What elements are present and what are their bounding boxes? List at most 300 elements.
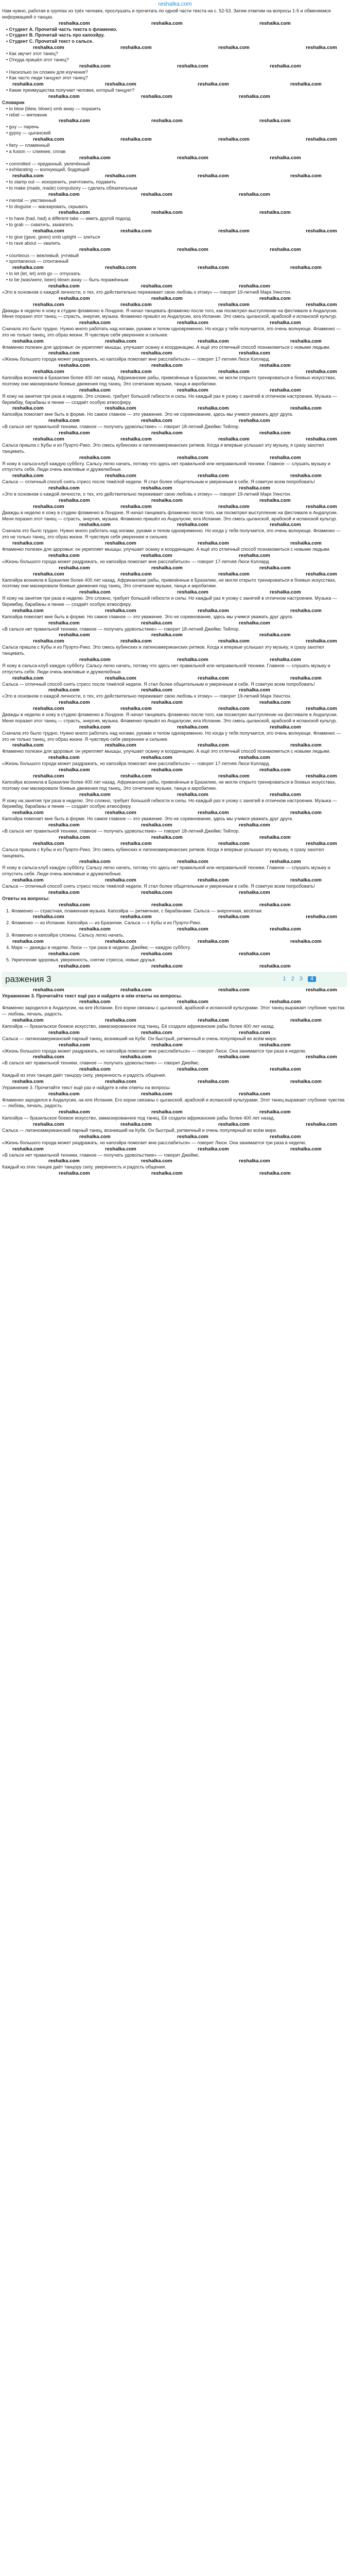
- watermark-text: reshalka.com: [198, 877, 229, 883]
- watermark-text: reshalka.com: [151, 20, 183, 26]
- watermark-text: reshalka.com: [141, 350, 172, 357]
- watermark-text: reshalka.com: [306, 638, 337, 645]
- watermark-text: reshalka.com: [120, 301, 152, 308]
- watermark-row: [2, 1030, 347, 1036]
- watermark-text: reshalka.com: [177, 246, 208, 252]
- question-item: • Насколько он сложен для изучения?: [2, 70, 347, 76]
- salsa-paragraph: Сальса пришла с Кубы и из Пуэрто-Рико. Это смесь кубинских и латиноамериканских ритмов. Когда я впервые услышал эту музыку, я сразу захотел танцевать.: [2, 645, 324, 656]
- vocab-item: • gypsy — цыганский: [2, 130, 347, 137]
- watermark-row: [2, 620, 347, 626]
- watermark-row: [2, 914, 347, 920]
- flamenco-paragraph: «Это в основном о каждой личности, о тех, кто действительно переживает свою любовь к этому» — говорит 19-летний Марк Уинстон.: [2, 492, 292, 497]
- watermark-text: reshalka.com: [12, 540, 44, 547]
- watermark-row: [2, 1171, 347, 1177]
- watermark-text: reshalka.com: [218, 914, 250, 920]
- watermark-text: reshalka.com: [59, 20, 90, 26]
- capoeira-paragraph: Капоэйра возникла в Бразилии более 400 лет назад. Африканские рабы, привезённые в Бразилию, не могли открыто тренироваться в боевых искусствах, поэтому они маскировали боевые движения под танец. Это сочетание музыки, танца и акробатики.: [2, 779, 337, 791]
- watermark-row: [2, 228, 347, 234]
- watermark-text: reshalka.com: [151, 565, 183, 571]
- watermark-text: reshalka.com: [79, 657, 111, 663]
- watermark-text: reshalka.com: [239, 1158, 270, 1164]
- watermark-text: reshalka.com: [290, 173, 322, 179]
- vocab-item: • committed — преданный, увлечённый: [2, 161, 347, 167]
- watermark-text: reshalka.com: [239, 485, 270, 492]
- capoeira-paragraph: Капоэйра помогает мне быть в форме. Но самое главное — это уважение. Это не соревнование, здесь мы учимся уважать друг друга.: [2, 614, 293, 619]
- watermark-text: reshalka.com: [218, 773, 250, 779]
- watermark-text: reshalka.com: [270, 589, 301, 596]
- vocab-item: • to blow (blew, blown) smb away — поразить: [2, 106, 347, 112]
- watermark-row: [2, 296, 347, 302]
- watermark-text: reshalka.com: [218, 571, 250, 577]
- salsa-paragraph: Я хожу в сальса-клуб каждую субботу. Сальсу легко начать, потому что здесь нет правильной или неправильной техники. Главное — слушать музыку и отпустить себя. Люди очень вежливые и дружелюбные.: [2, 461, 330, 472]
- watermark-row: [2, 455, 347, 461]
- watermark-text: reshalka.com: [79, 387, 111, 393]
- watermark-text: reshalka.com: [198, 1017, 229, 1023]
- watermark-row: [2, 657, 347, 663]
- watermark-text: reshalka.com: [259, 210, 291, 216]
- watermark-text: reshalka.com: [33, 638, 64, 645]
- watermark-text: reshalka.com: [141, 1158, 172, 1164]
- watermark-text: reshalka.com: [290, 405, 322, 412]
- vocab-item: • to disguise — маскировать, скрывать: [2, 204, 347, 210]
- page: [0, 0, 350, 1177]
- flamenco-paragraph: Сначала это было трудно. Нужно много работать над ногами, руками и телом одновременно. Но когда у тебя получается, это очень волнующе. Фламенко — это не только танец, это образ жизни. Я чувствую себя увереннее и сильнее.: [2, 730, 341, 742]
- watermark-text: reshalka.com: [79, 246, 111, 252]
- section-bar: [2, 972, 347, 987]
- watermark-text: reshalka.com: [33, 301, 64, 308]
- watermark-text: reshalka.com: [79, 724, 111, 730]
- watermark-text: reshalka.com: [218, 1122, 250, 1128]
- watermark-text: reshalka.com: [306, 1054, 337, 1060]
- section-title: разжения 3: [5, 974, 51, 984]
- watermark-row: [2, 118, 347, 124]
- watermark-row: [2, 1042, 347, 1048]
- watermark-text: reshalka.com: [239, 687, 270, 693]
- watermark-text: reshalka.com: [141, 951, 172, 957]
- watermark-text: reshalka.com: [79, 522, 111, 528]
- watermark-text: reshalka.com: [239, 951, 270, 957]
- page-link-4[interactable]: 4: [308, 976, 316, 982]
- page-link-1[interactable]: 1: [283, 975, 286, 982]
- watermark-text: reshalka.com: [151, 295, 183, 301]
- watermark-text: reshalka.com: [259, 1171, 291, 1177]
- watermark-row: [2, 810, 347, 816]
- flamenco-paragraph: Дважды в неделю я хожу в студию фламенко в Лондоне. Я начал танцевать фламенко после того, как посмотрел выступление на фестивале в Андалусии. Меня поразил этот танец — страсть, энергия, музыка. Фламенко пришёл из Андалусии, юга Испании. Это смесь цыганской, арабской и испанской культур.: [2, 712, 338, 723]
- watermark-row: [2, 430, 347, 436]
- watermark-text: reshalka.com: [218, 1054, 250, 1060]
- watermark-text: reshalka.com: [59, 363, 90, 369]
- watermark-text: reshalka.com: [218, 503, 250, 510]
- watermark-text: reshalka.com: [48, 755, 80, 761]
- vocab-item: • mental — умственный: [2, 198, 347, 204]
- salsa-paragraph: Сальса пришла с Кубы и из Пуэрто-Рико. Это смесь кубинских и латиноамериканских ритмов. Когда я впервые услышал эту музыку, я сразу захотел танцевать.: [2, 846, 324, 858]
- watermark-text: reshalka.com: [198, 338, 229, 344]
- watermark-text: reshalka.com: [48, 1091, 80, 1097]
- watermark-text: reshalka.com: [105, 877, 136, 883]
- watermark-row: [2, 835, 347, 841]
- watermark-text: reshalka.com: [270, 246, 301, 252]
- watermark-text: reshalka.com: [259, 834, 291, 840]
- watermark-text: reshalka.com: [33, 228, 64, 234]
- watermark-text: reshalka.com: [177, 320, 208, 326]
- watermark-text: reshalka.com: [198, 1146, 229, 1152]
- watermark-text: reshalka.com: [306, 987, 337, 993]
- watermark-row: [2, 338, 347, 345]
- watermark-text: reshalka.com: [33, 914, 64, 920]
- watermark-text: reshalka.com: [12, 265, 44, 271]
- watermark-text: reshalka.com: [105, 1146, 136, 1152]
- watermark-text: reshalka.com: [48, 620, 80, 626]
- watermark-text: reshalka.com: [59, 834, 90, 840]
- watermark-text: reshalka.com: [290, 265, 322, 271]
- watermark-text: reshalka.com: [239, 93, 270, 99]
- watermark-text: reshalka.com: [270, 63, 301, 69]
- watermark-text: reshalka.com: [239, 1029, 270, 1036]
- watermark-text: reshalka.com: [141, 93, 172, 99]
- site-link[interactable]: reshalka.com: [158, 1, 192, 7]
- watermark-text: reshalka.com: [270, 454, 301, 461]
- vocab-item: • rebel — мятежник: [2, 112, 347, 118]
- watermark-text: reshalka.com: [177, 454, 208, 461]
- answer-item: 4. Марк — дважды в неделю. Люси — три раза в неделю. Джеймс — каждую субботу.: [6, 944, 191, 950]
- watermark-row: [2, 522, 347, 528]
- watermark-text: reshalka.com: [177, 589, 208, 596]
- watermark-row: [2, 755, 347, 761]
- watermark-text: reshalka.com: [59, 1109, 90, 1115]
- watermark-row: [2, 418, 347, 424]
- watermark-text: reshalka.com: [141, 418, 172, 424]
- watermark-text: reshalka.com: [151, 1109, 183, 1115]
- answer-item: 2. Фламенко — из Испании. Капоэйра — из Бразилии. Сальса — с Кубы и из Пуэрто-Рико.: [6, 920, 202, 926]
- watermark-row: [2, 504, 347, 510]
- watermark-text: reshalka.com: [105, 1017, 136, 1023]
- watermark-text: reshalka.com: [12, 675, 44, 681]
- watermark-text: reshalka.com: [12, 81, 44, 88]
- vocab-item: • a fusion — слияние, сплав: [2, 149, 347, 155]
- watermark-text: reshalka.com: [306, 136, 337, 142]
- watermark-row: [2, 405, 347, 412]
- watermark-text: reshalka.com: [48, 350, 80, 357]
- watermark-text: reshalka.com: [59, 767, 90, 773]
- watermark-row: [2, 841, 347, 847]
- watermark-text: reshalka.com: [48, 889, 80, 895]
- salsa-paragraph: Сальса — отличный способ снять стресс после тяжёлой недели. Я стал более общительным и уверенным в себе. Я советую всем попробовать!: [2, 479, 315, 485]
- exercise-paragraph: Фламенко зародился в Андалусии, на юге Испании. Его корни связаны с цыганской, арабской и испанской культурами. Этот танец выражает глубокие чувства — любовь, печаль, радость.: [2, 1005, 345, 1017]
- watermark-text: reshalka.com: [218, 228, 250, 234]
- watermark-text: reshalka.com: [198, 540, 229, 547]
- watermark-text: reshalka.com: [198, 1078, 229, 1084]
- flamenco-paragraph: «Это в основном о каждой личности, о тех, кто действительно переживает свою любовь к этому» — говорит 19-летний Марк Уинстон.: [2, 693, 292, 699]
- capoeira-paragraph: «Жизнь большого города может раздражать, но капоэйра помогает мне расслабиться» — говорит 17-летняя Люси Кэллард.: [2, 357, 270, 362]
- watermark-text: reshalka.com: [151, 767, 183, 773]
- watermark-text: reshalka.com: [218, 840, 250, 846]
- watermark-text: reshalka.com: [198, 810, 229, 816]
- watermark-text: reshalka.com: [105, 607, 136, 614]
- watermark-text: reshalka.com: [239, 889, 270, 895]
- watermark-text: reshalka.com: [177, 1133, 208, 1140]
- watermark-row: [2, 1109, 347, 1115]
- watermark-row: [2, 1018, 347, 1024]
- watermark-text: reshalka.com: [151, 1171, 183, 1177]
- watermark-row: [2, 1079, 347, 1085]
- watermark-text: reshalka.com: [198, 473, 229, 479]
- capoeira-paragraph: «Жизнь большого города может раздражать, но капоэйра помогает мне расслабиться» — говорит 17-летняя Люси Кэллард.: [2, 761, 270, 767]
- watermark-text: reshalka.com: [120, 773, 152, 779]
- watermark-text: reshalka.com: [12, 607, 44, 614]
- watermark-row: [2, 589, 347, 596]
- salsa-paragraph: Сальса пришла с Кубы и из Пуэрто-Рико. Это смесь кубинских и латиноамериканских ритмов. Когда я впервые услышал эту музыку, я сразу захотел танцевать.: [2, 443, 324, 454]
- watermark-text: reshalka.com: [306, 44, 337, 50]
- watermark-text: reshalka.com: [48, 1158, 80, 1164]
- pagination: [283, 976, 317, 982]
- flamenco-paragraph: Дважды в неделю я хожу в студию фламенко в Лондоне. Я начал танцевать фламенко после того, как посмотрел выступление на фестивале в Андалусии. Меня поразил этот танец — страсть, энергия, музыка. Фламенко пришёл из Андалусии, юга Испании. Это смесь цыганской, арабской и испанской культур.: [2, 510, 338, 521]
- watermark-text: reshalka.com: [105, 540, 136, 547]
- watermark-row: [2, 571, 347, 578]
- watermark-text: reshalka.com: [105, 938, 136, 944]
- watermark-text: reshalka.com: [239, 552, 270, 558]
- watermark-text: reshalka.com: [120, 840, 152, 846]
- watermark-text: reshalka.com: [141, 485, 172, 492]
- watermark-text: reshalka.com: [151, 632, 183, 638]
- page-link-2[interactable]: 2: [291, 975, 294, 982]
- watermark-text: reshalka.com: [12, 473, 44, 479]
- watermark-text: reshalka.com: [12, 405, 44, 412]
- vocab-item: • to have (had, had) a different take — иметь другой подход: [2, 216, 347, 222]
- watermark-text: reshalka.com: [290, 607, 322, 614]
- watermark-text: reshalka.com: [259, 430, 291, 436]
- watermark-text: reshalka.com: [141, 1029, 172, 1036]
- watermark-text: reshalka.com: [120, 44, 152, 50]
- watermark-text: reshalka.com: [259, 118, 291, 124]
- watermark-text: reshalka.com: [177, 522, 208, 528]
- watermark-text: reshalka.com: [59, 700, 90, 706]
- watermark-text: reshalka.com: [48, 283, 80, 289]
- watermark-text: reshalka.com: [198, 675, 229, 681]
- exercise-paragraph: «Жизнь большого города может раздражать, но капоэйра помогает мне расслабиться» — говорит Люси. Она занимается три раза в неделю.: [2, 1140, 307, 1145]
- watermark-row: [2, 963, 347, 970]
- watermark-row: [2, 859, 347, 865]
- watermark-text: reshalka.com: [151, 902, 183, 908]
- watermark-text: reshalka.com: [120, 706, 152, 712]
- watermark-text: reshalka.com: [33, 773, 64, 779]
- watermark-row: [2, 553, 347, 559]
- watermark-text: reshalka.com: [218, 436, 250, 443]
- watermark-text: reshalka.com: [105, 742, 136, 749]
- exercise-paragraph: «Жизнь большого города может раздражать, но капоэйра помогает мне расслабиться» — говорит Люси. Она занимается три раза в неделю.: [2, 1048, 307, 1054]
- watermark-text: reshalka.com: [48, 93, 80, 99]
- watermark-row: [2, 987, 347, 993]
- vocab-item: • to be (was/were, been) blown away — быть поражённым: [2, 277, 347, 283]
- watermark-text: reshalka.com: [48, 485, 80, 492]
- flamenco-paragraph: Фламенко полезен для здоровья: он укрепляет мышцы, улучшает осанку и координацию. А ещё это отличный способ познакомиться с новыми людьми.: [2, 749, 331, 754]
- watermark-text: reshalka.com: [306, 840, 337, 846]
- watermark-text: reshalka.com: [259, 1042, 291, 1048]
- watermark-row: [2, 767, 347, 773]
- watermark-row: [2, 137, 347, 143]
- watermark-row: [2, 363, 347, 369]
- watermark-text: reshalka.com: [259, 632, 291, 638]
- watermark-row: [2, 247, 347, 253]
- vocab-item: • to give (gave, given) smb uptight — злиться: [2, 234, 347, 241]
- watermark-text: reshalka.com: [79, 320, 111, 326]
- watermark-text: reshalka.com: [12, 1078, 44, 1084]
- watermark-row: [2, 706, 347, 712]
- watermark-row: [2, 951, 347, 957]
- watermark-text: reshalka.com: [270, 522, 301, 528]
- watermark-text: reshalka.com: [259, 295, 291, 301]
- watermark-text: reshalka.com: [48, 418, 80, 424]
- watermark-text: reshalka.com: [59, 295, 90, 301]
- watermark-text: reshalka.com: [33, 369, 64, 375]
- watermark-text: reshalka.com: [177, 657, 208, 663]
- watermark-text: reshalka.com: [105, 675, 136, 681]
- answer-item: 3. Фламенко и капоэйра сложны. Сальсу легко начать.: [6, 933, 125, 938]
- watermark-text: reshalka.com: [105, 473, 136, 479]
- watermark-text: reshalka.com: [151, 834, 183, 840]
- watermark-text: reshalka.com: [306, 914, 337, 920]
- watermark-row: [2, 265, 347, 271]
- vocab-item: • fiery — пламенный: [2, 143, 347, 149]
- exercise-paragraph: Упражнение 3. Прочитайте текст ещё раз и найдите в нём ответы на вопросы.: [2, 993, 182, 998]
- flamenco-paragraph: Фламенко полезен для здоровья: он укрепляет мышцы, улучшает осанку и координацию. А ещё это отличный способ познакомиться с новыми людьми.: [2, 547, 331, 552]
- watermark-text: reshalka.com: [239, 620, 270, 626]
- watermark-text: reshalka.com: [270, 724, 301, 730]
- watermark-text: reshalka.com: [259, 902, 291, 908]
- watermark-text: reshalka.com: [59, 1042, 90, 1048]
- watermark-text: reshalka.com: [59, 118, 90, 124]
- watermark-text: reshalka.com: [33, 436, 64, 443]
- watermark-text: reshalka.com: [59, 632, 90, 638]
- watermark-row: [2, 1158, 347, 1164]
- watermark-text: reshalka.com: [290, 540, 322, 547]
- watermark-text: reshalka.com: [141, 822, 172, 828]
- exercise-paragraph: Каждый из этих танцев даёт танцору силу, уверенность и радость общения.: [2, 1073, 166, 1078]
- watermark-row: [2, 192, 347, 198]
- watermark-text: reshalka.com: [290, 938, 322, 944]
- watermark-text: reshalka.com: [151, 963, 183, 969]
- watermark-text: reshalka.com: [12, 938, 44, 944]
- exercise-paragraph: Капоэйра — бразильское боевое искусство, замаскированное под танец. Её создали африканские рабы более 400 лет назад.: [2, 1023, 275, 1029]
- student-role: • Студент А. Прочитай часть текста о фламенко.: [2, 27, 347, 33]
- watermark-text: reshalka.com: [177, 63, 208, 69]
- student-role: • Студент С. Прочитай текст о сальсе.: [2, 39, 347, 45]
- watermark-text: reshalka.com: [177, 791, 208, 798]
- salsa-paragraph: «В сальсе нет правильной техники, главное — получать удовольствие» — говорит 18-летний Джеймс Тейлор.: [2, 828, 240, 834]
- watermark-text: reshalka.com: [151, 497, 183, 503]
- watermark-row: [2, 902, 347, 908]
- answer-item: 1. Фламенко — страстная, пламенная музыка. Капоэйра — ритмичная, с барабанами. Сальса — энергичная, весёлая.: [6, 908, 263, 913]
- watermark-text: reshalka.com: [218, 638, 250, 645]
- salsa-paragraph: Сальса — отличный способ снять стресс после тяжёлой недели. Я стал более общительным и уверенным в себе. Я советую всем попробовать!: [2, 883, 315, 889]
- watermark-text: reshalka.com: [120, 369, 152, 375]
- salsa-paragraph: «В сальсе нет правильной техники, главное — получать удовольствие» — говорит 18-летний Джеймс Тейлор.: [2, 424, 240, 430]
- watermark-text: reshalka.com: [259, 497, 291, 503]
- watermark-text: reshalka.com: [12, 877, 44, 883]
- exercise-paragraph: Сальса — латиноамериканский парный танец, возникший на Кубе. Он быстрый, ритмичный и очень популярный во всём мире.: [2, 1036, 277, 1041]
- watermark-text: reshalka.com: [177, 724, 208, 730]
- flamenco-paragraph: Сначала это было трудно. Нужно много работать над ногами, руками и телом одновременно. Но когда у тебя получается, это очень волнующе. Фламенко — это не только танец, это образ жизни. Я чувствую себя увереннее и сильнее.: [2, 326, 341, 337]
- watermark-text: reshalka.com: [59, 565, 90, 571]
- watermark-text: reshalka.com: [290, 1078, 322, 1084]
- watermark-text: reshalka.com: [270, 926, 301, 933]
- vocab-item: • guy — парень: [2, 124, 347, 130]
- watermark-text: reshalka.com: [79, 791, 111, 798]
- watermark-row: [2, 792, 347, 798]
- watermark-text: reshalka.com: [79, 859, 111, 865]
- watermark-text: reshalka.com: [33, 503, 64, 510]
- watermark-text: reshalka.com: [141, 620, 172, 626]
- vocab-item: • spontaneous — спонтанный: [2, 259, 347, 265]
- watermark-text: reshalka.com: [12, 1017, 44, 1023]
- watermark-text: reshalka.com: [239, 191, 270, 197]
- exercise-paragraph: Каждый из этих танцев даёт танцору силу, уверенность и радость общения.: [2, 1164, 166, 1170]
- watermark-row: [2, 1134, 347, 1140]
- watermark-text: reshalka.com: [12, 810, 44, 816]
- watermark-text: reshalka.com: [59, 1171, 90, 1177]
- watermark-row: [2, 742, 347, 749]
- watermark-row: [2, 675, 347, 682]
- page-link-3[interactable]: 3: [299, 975, 303, 982]
- watermark-text: reshalka.com: [141, 687, 172, 693]
- watermark-row: [2, 1066, 347, 1073]
- watermark-text: reshalka.com: [105, 1078, 136, 1084]
- student-role: • Студент В. Прочитай часть про капоэйру.: [2, 32, 347, 39]
- watermark-text: reshalka.com: [270, 999, 301, 1005]
- watermark-text: reshalka.com: [33, 1122, 64, 1128]
- watermark-text: reshalka.com: [48, 191, 80, 197]
- watermark-row: [2, 638, 347, 645]
- watermark-text: reshalka.com: [306, 436, 337, 443]
- watermark-text: reshalka.com: [290, 810, 322, 816]
- watermark-text: reshalka.com: [259, 1109, 291, 1115]
- watermark-row: [2, 700, 347, 706]
- watermark-text: reshalka.com: [198, 938, 229, 944]
- watermark-text: reshalka.com: [290, 1017, 322, 1023]
- watermark-text: reshalka.com: [259, 700, 291, 706]
- watermark-text: reshalka.com: [48, 552, 80, 558]
- watermark-row: [2, 302, 347, 308]
- watermark-text: reshalka.com: [105, 173, 136, 179]
- watermark-row: [2, 608, 347, 614]
- watermark-row: [2, 939, 347, 945]
- watermark-text: reshalka.com: [59, 430, 90, 436]
- exercise-paragraph: Фламенко зародился в Андалусии, на юге Испании. Его корни связаны с цыганской, арабской и испанской культурами. Этот танец выражает глубокие чувства — любовь, печаль, радость.: [2, 1097, 345, 1109]
- watermark-text: reshalka.com: [290, 742, 322, 749]
- watermark-text: reshalka.com: [141, 755, 172, 761]
- watermark-text: reshalka.com: [79, 454, 111, 461]
- watermark-text: reshalka.com: [12, 1146, 44, 1152]
- vocab-item: • to rave about — хвалить: [2, 241, 347, 247]
- watermark-text: reshalka.com: [79, 926, 111, 933]
- watermark-row: [2, 387, 347, 394]
- watermark-text: reshalka.com: [290, 473, 322, 479]
- watermark-text: reshalka.com: [141, 283, 172, 289]
- watermark-text: reshalka.com: [79, 589, 111, 596]
- watermark-text: reshalka.com: [306, 773, 337, 779]
- watermark-text: reshalka.com: [48, 1029, 80, 1036]
- watermark-row: [2, 45, 347, 51]
- watermark-text: reshalka.com: [177, 155, 208, 161]
- watermark-text: reshalka.com: [177, 387, 208, 393]
- watermark-text: reshalka.com: [239, 755, 270, 761]
- capoeira-paragraph: «Жизнь большого города может раздражать, но капоэйра помогает мне расслабиться» — говорит 17-летняя Люси Кэллард.: [2, 558, 270, 564]
- watermark-row: [2, 436, 347, 443]
- watermark-row: [2, 1146, 347, 1153]
- watermark-text: reshalka.com: [239, 283, 270, 289]
- watermark-text: reshalka.com: [218, 44, 250, 50]
- watermark-text: reshalka.com: [239, 1091, 270, 1097]
- watermark-row: [2, 687, 347, 693]
